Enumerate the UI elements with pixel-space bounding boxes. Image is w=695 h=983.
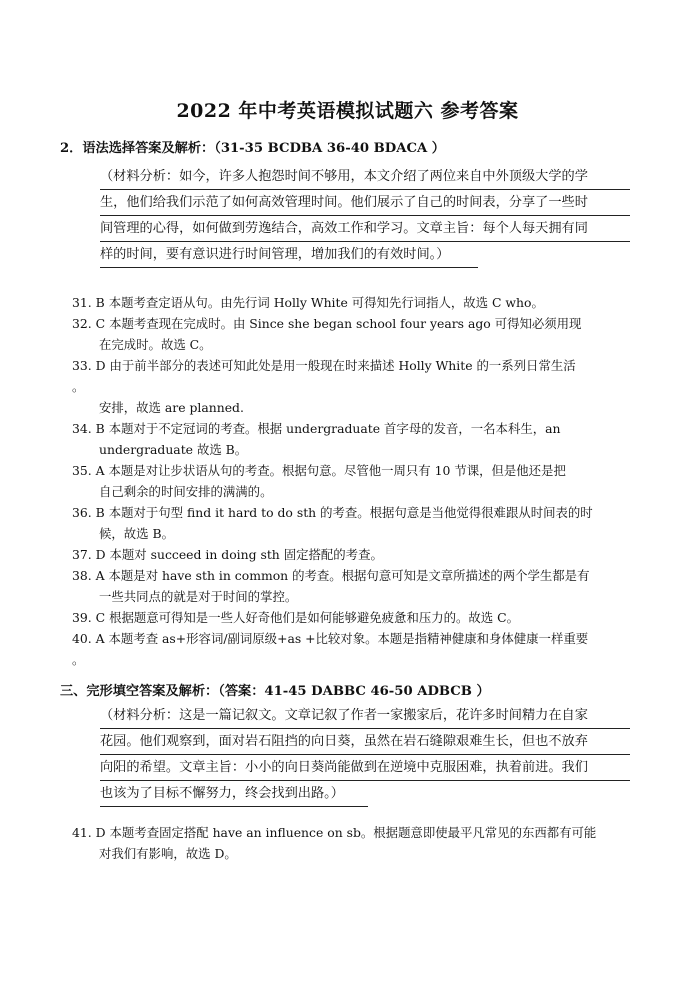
answer-text: 34. B 本题对于不定冠词的考查。根据 undergraduate 首字母的发音，一名本科生，an (72, 421, 561, 436)
answer-text: 33. D 由于前半部分的表述可知此处是用一般现在时来描述 Holly White 的一系列日常生活 (72, 358, 576, 373)
section3-heading: 三、完形填空答案及解析：（答案：41-45 DABBC 46-50 ADBCB ） (60, 684, 490, 699)
analysis-line: 间管理的心得，如何做到劳逸结合，高效工作和学习。文章主旨：每个人每天拥有同 (100, 216, 630, 242)
answer-continuation: undergraduate 故选 B。 (99, 442, 248, 457)
answer-item-32 (72, 313, 628, 355)
answer-text: 40. A 本题考查 as+形容词/副词原级+as +比较对象。本题是指精神健康和身体健康一样重要 (72, 631, 589, 646)
answer-continuation: 安排，故选 are planned. (99, 400, 244, 415)
answer-item-38 (72, 565, 628, 607)
analysis-line: （材料分析：这是一篇记叙文。文章记叙了作者一家搬家后，花许多时间精力在自家 (100, 703, 630, 729)
answer-item-33 (72, 355, 628, 418)
analysis-line: 生，他们给我们示范了如何高效管理时间。他们展示了自己的时间表，分享了一些时 (100, 190, 630, 216)
answer-item-41 (72, 822, 628, 864)
answer-continuation: 在完成时。故选 C。 (99, 337, 212, 352)
analysis-line: 也该为了目标不懈努力，终会找到出路。） (100, 781, 368, 807)
answer-text: 38. A 本题是对 have sth in common 的考查。根据句意可知是文章所描述的两个学生都是有 (72, 568, 590, 583)
answer-text: 32. C 本题考查现在完成时。由 Since she began school four years ago 可得知必须用现 (72, 316, 582, 331)
answer-trailing-mark: 。 (72, 652, 85, 667)
answer-item-31 (72, 292, 628, 313)
answer-continuation: 候，故选 B。 (99, 526, 174, 541)
analysis-line: 样的时间，要有意识进行时间管理，增加我们的有效时间。） (100, 242, 478, 268)
answer-continuation: 自己剩余的时间安排的满满的。 (99, 484, 273, 499)
answer-text: 31. B 本题考查定语从句。由先行词 Holly White 可得知先行词指人，故选 C who。 (72, 295, 544, 310)
section3-answer-list (72, 822, 628, 864)
analysis-line: （材料分析：如今，许多人抱怨时间不够用，本文介绍了两位来自中外顶级大学的学 (100, 164, 630, 190)
answer-text: 41. D 本题考查固定搭配 have an influence on sb。根据题意即使最平凡常见的东西都有可能 (72, 825, 597, 840)
answer-text: 37. D 本题对 succeed in doing sth 固定搭配的考查。 (72, 547, 383, 562)
answer-continuation: 一些共同点的就是对于时间的掌控。 (99, 589, 298, 604)
answer-item-34 (72, 418, 628, 460)
page-title: 2022 年中考英语模拟试题六 参考答案 (176, 100, 519, 122)
section2-answer-list (72, 292, 628, 670)
answer-trailing-mark: 。 (72, 379, 85, 394)
section2-analysis (100, 164, 630, 268)
analysis-line: 花园。他们观察到，面对岩石阻挡的向日葵，虽然在岩石缝隙艰难生长，但也不放弃 (100, 729, 630, 755)
answer-text: 35. A 本题是对让步状语从句的考查。根据句意。尽管他一周只有 10 节课，但是他还是把 (72, 463, 566, 478)
answer-item-35 (72, 460, 628, 502)
answer-continuation: 对我们有影响，故选 D。 (99, 846, 237, 861)
answer-item-39 (72, 607, 628, 628)
section3-analysis (100, 703, 630, 807)
analysis-line: 向阳的希望。文章主旨：小小的向日葵尚能做到在逆境中克服困难，执着前进。我们 (100, 755, 630, 781)
section2-heading: 2．语法选择答案及解析：（31-35 BCDBA 36-40 BDACA ） (60, 141, 445, 156)
answer-text: 39. C 根据题意可得知是一些人好奇他们是如何能够避免疲惫和压力的。故选 C。 (72, 610, 519, 625)
answer-item-36 (72, 502, 628, 544)
answer-item-40 (72, 628, 628, 670)
answer-text: 36. B 本题对于句型 find it hard to do sth 的考查。根据句意是当他觉得很难跟从时间表的时 (72, 505, 593, 520)
answer-item-37 (72, 544, 628, 565)
